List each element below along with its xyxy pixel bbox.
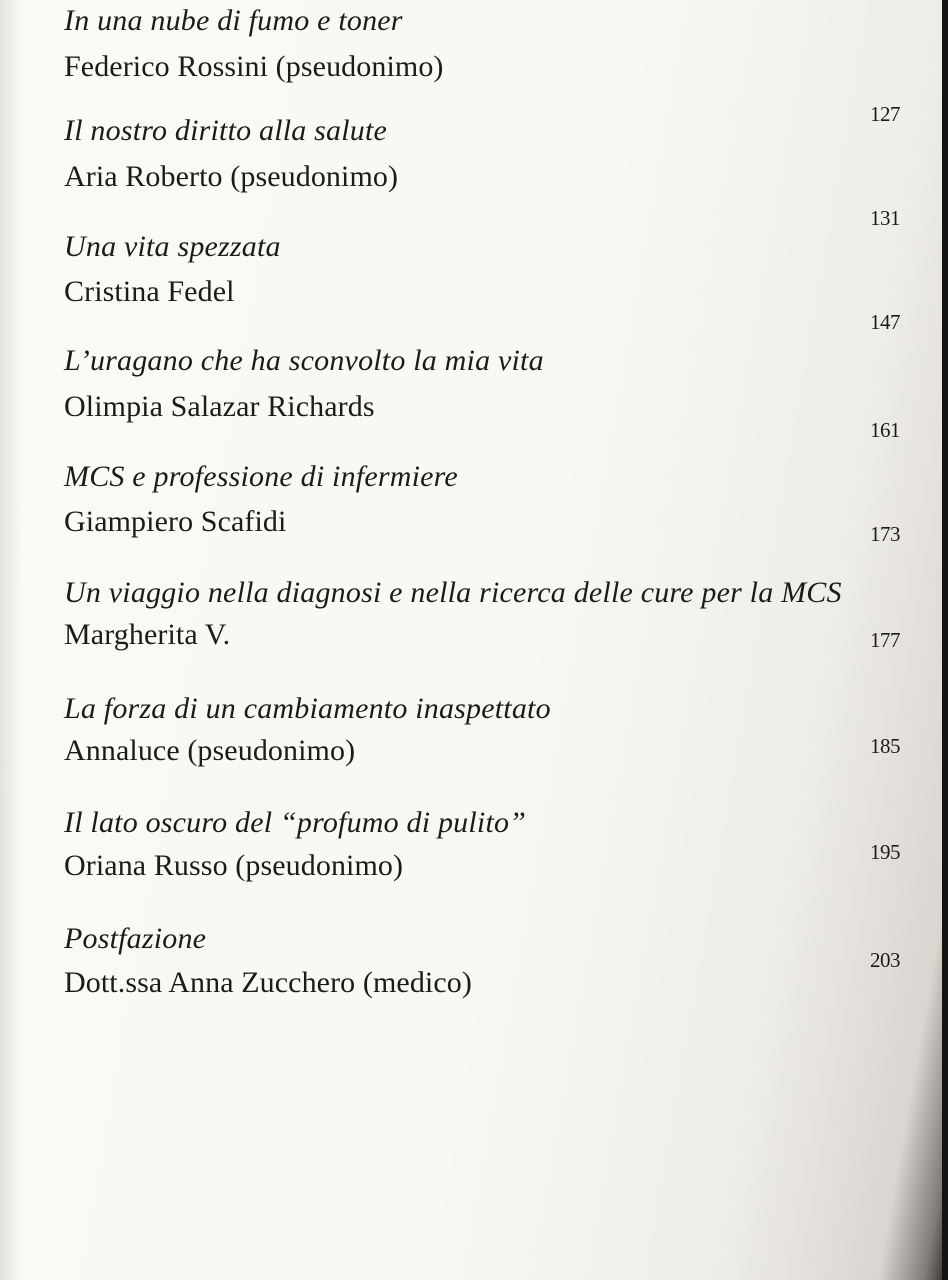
toc-entry-author: Cristina Fedel	[64, 275, 235, 308]
toc-entry-title: L’uragano che ha sconvolto la mia vita	[64, 344, 544, 377]
page-edge-shadow	[942, 0, 948, 1280]
toc-entry-author: Giampiero Scafidi	[64, 505, 287, 538]
toc-entry-page-number: 173	[870, 522, 900, 546]
page-gutter-shadow	[0, 0, 22, 1280]
toc-entry-title: Un viaggio nella diagnosi e nella ricerca delle cure per la MCS	[64, 576, 842, 609]
toc-entry-title: Una vita spezzata	[64, 230, 281, 263]
toc-entry-page-number: 161	[870, 418, 900, 442]
toc-entry-title: In una nube di fumo e toner	[64, 4, 403, 37]
toc-entry-page-number: 131	[870, 206, 900, 230]
toc-entry-author: Dott.ssa Anna Zucchero (medico)	[64, 966, 472, 999]
toc-entry-title: Il lato oscuro del “profumo di pulito”	[64, 806, 527, 839]
toc-entry-page-number: 127	[870, 102, 900, 126]
toc-entry-title: La forza di un cambiamento inaspettato	[64, 692, 551, 725]
toc-entry-page-number: 195	[870, 840, 900, 864]
toc-entry-author: Federico Rossini (pseudonimo)	[64, 50, 444, 83]
toc-entry-author: Oriana Russo (pseudonimo)	[64, 849, 404, 882]
toc-entry-title: Postfazione	[64, 922, 207, 955]
toc-entry-title: Il nostro diritto alla salute	[64, 114, 388, 147]
toc-entry-page-number: 177	[870, 628, 900, 652]
toc-entry-page-number: 203	[870, 948, 900, 972]
toc-entry-page-number: 147	[870, 310, 900, 334]
toc-entry-author: Annaluce (pseudonimo)	[64, 734, 356, 767]
toc-entry-author: Aria Roberto (pseudonimo)	[64, 160, 399, 193]
toc-entry-page-number: 185	[870, 734, 900, 758]
toc-entry-title: MCS e professione di infermiere	[64, 460, 458, 493]
toc-entry-author: Margherita V.	[64, 618, 231, 651]
toc-entry-author: Olimpia Salazar Richards	[64, 390, 375, 423]
